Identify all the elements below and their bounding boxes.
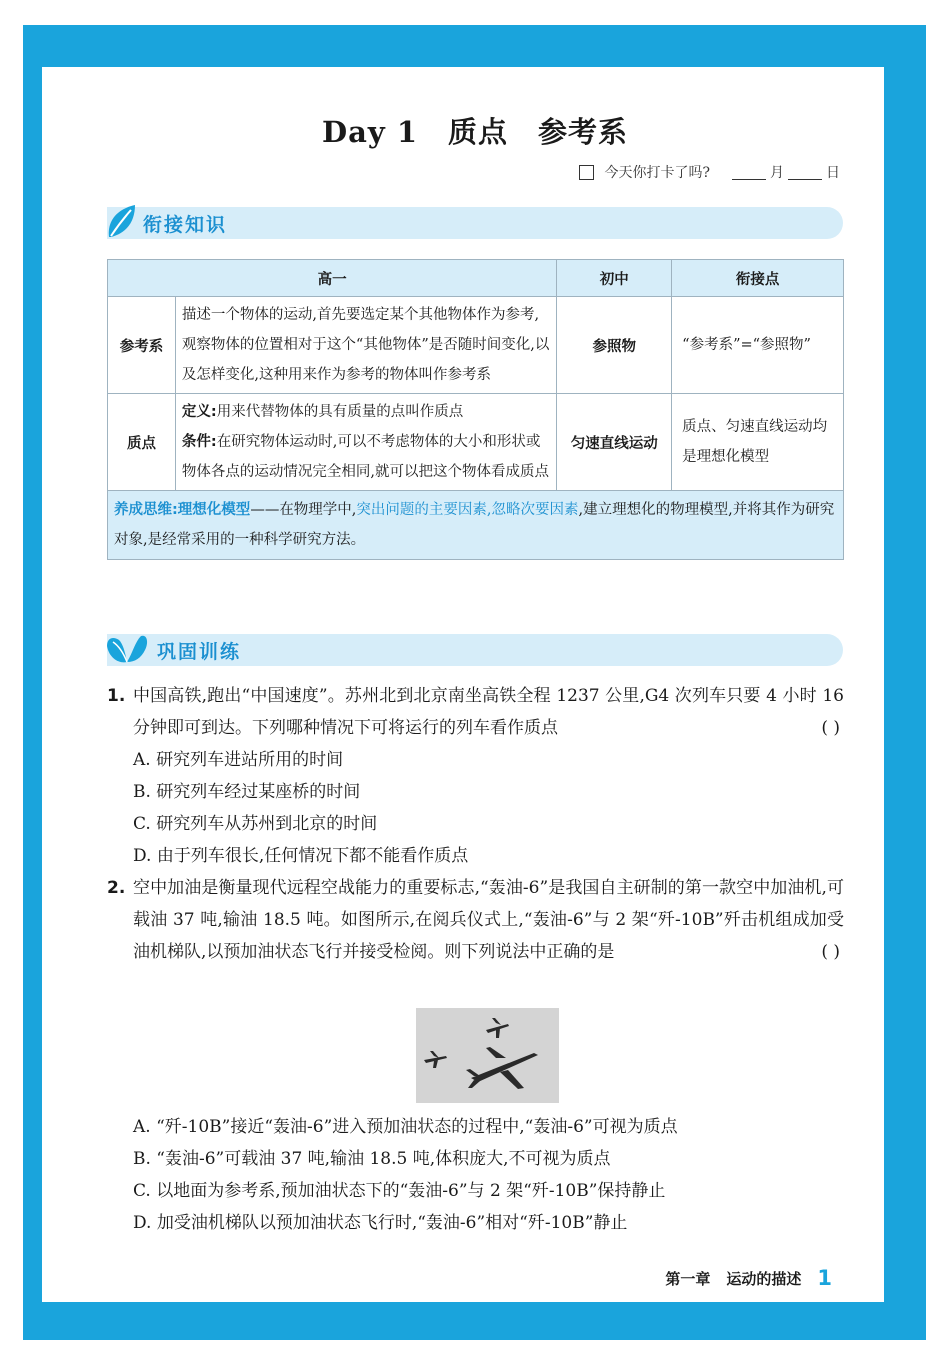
junior-content: 参照物	[557, 297, 672, 394]
option-d[interactable]: D. 加受油机梯队以预加油状态飞行时,“轰油-6”相对“歼-10B”静止	[133, 1213, 628, 1233]
table-row	[108, 297, 844, 394]
checkin-checkbox[interactable]	[579, 165, 594, 180]
butterfly-icon	[105, 630, 149, 668]
question-2-options	[107, 1111, 844, 1239]
col-header-junior: 初中	[557, 260, 672, 297]
chapter-number: 第一章	[665, 1269, 711, 1288]
page-frame-top	[23, 25, 926, 67]
definition-text: 用来代替物体的具有质量的点叫作质点	[216, 404, 464, 420]
row-label: 质点	[108, 394, 176, 491]
checkin-text: 今天你打卡了吗?	[604, 165, 710, 181]
title-topic-a: 质点	[448, 115, 509, 149]
page-title	[0, 110, 950, 151]
condition-text: 在研究物体运动时,可以不考虑物体的大小和形状或物体各点的运动情况完全相同,就可以把这个物体看成质点	[181, 434, 550, 480]
thinking-rest: ,建立理想化的物理模型,并将其作为研究对象,是经常采用的一种科学研究方法。	[114, 502, 835, 548]
option-b[interactable]: B. “轰油-6”可载油 37 吨,输油 18.5 吨,体积庞大,不可视为质点	[133, 1149, 611, 1169]
junior-content: 匀速直线运动	[557, 394, 672, 491]
thinking-label: 养成思维:理想化模型	[114, 502, 251, 518]
section-title-knowledge: 衔接知识	[143, 214, 228, 236]
day-blank[interactable]	[788, 165, 822, 180]
table-row	[108, 394, 844, 491]
question-1	[107, 680, 844, 872]
thinking-highlight-1: 突出问题的主要因素	[356, 502, 487, 518]
aircraft-formation-photo	[416, 1008, 559, 1103]
option-a[interactable]: A. “歼-10B”接近“轰油-6”进入预加油状态的过程中,“轰油-6”可视为质点	[133, 1117, 678, 1137]
leaf-icon	[105, 203, 139, 241]
knowledge-table	[107, 259, 844, 560]
option-b[interactable]: B. 研究列车经过某座桥的时间	[133, 782, 361, 802]
option-c[interactable]: C. 以地面为参考系,预加油状态下的“轰油-6”与 2 架“歼-10B”保持静止	[133, 1181, 666, 1201]
definition-label: 定义:	[181, 404, 217, 420]
col-header-link: 衔接点	[672, 260, 844, 297]
option-d[interactable]: D. 由于列车很长,任何情况下都不能看作质点	[133, 846, 469, 866]
answer-paren: ( )	[821, 942, 840, 962]
senior-content: 描述一个物体的运动,首先要选定某个其他物体作为参考,观察物体的位置相对于这个“其他物体”是否随时间变化,以及怎样变化,这种用来作为参考的物体叫作参考系	[175, 297, 556, 394]
question-stem	[107, 680, 844, 744]
link-content: “参考系”=“参照物”	[672, 297, 844, 394]
month-blank[interactable]	[732, 165, 766, 180]
senior-content	[175, 394, 556, 491]
condition-label: 条件:	[181, 434, 217, 450]
section-title-practice: 巩固训练	[157, 641, 242, 663]
section-header-practice	[107, 634, 843, 666]
day-label: 日	[826, 165, 840, 181]
month-label: 月	[770, 165, 784, 181]
thinking-row	[108, 491, 844, 560]
page-frame-left	[23, 25, 42, 1340]
page-frame-bottom	[23, 1302, 926, 1340]
chapter-title: 运动的描述	[726, 1269, 802, 1288]
title-day: Day 1	[321, 115, 419, 149]
row-label: 参考系	[108, 297, 176, 394]
question-2	[107, 872, 844, 968]
table-header-row	[108, 260, 844, 297]
answer-paren: ( )	[821, 718, 840, 738]
thinking-dash: ——在物理学中,	[250, 502, 357, 518]
question-stem-text: 中国高铁,跑出“中国速度”。苏州北到北京南坐高铁全程 1237 公里,G4 次列车只要 4 小时 16 分钟即可到达。下列哪种情况下可将运行的列车看作质点	[133, 686, 844, 738]
page-frame-right	[884, 25, 926, 1340]
question-number: 1.	[107, 686, 126, 706]
title-topic-b: 参考系	[538, 115, 629, 149]
col-header-senior: 高一	[108, 260, 557, 297]
question-stem-text: 空中加油是衡量现代远程空战能力的重要标志,“轰油-6”是我国自主研制的第一款空中加油机,可载油 37 吨,输油 18.5 吨。如图所示,在阅兵仪式上,“轰油-6”与 2 架“歼-10B”歼击机组成加受油机梯队,以预加油状态飞行并接受检阅。则下列说法中正确的是	[133, 878, 844, 962]
checkin-line	[579, 162, 840, 182]
question-stem	[107, 872, 844, 968]
option-a[interactable]: A. 研究列车进站所用的时间	[133, 750, 344, 770]
section-header-knowledge	[107, 207, 843, 239]
thinking-cell	[108, 491, 844, 560]
thinking-sep: ,	[486, 502, 492, 518]
thinking-highlight-2: 忽略次要因素	[491, 502, 579, 518]
link-content: 质点、匀速直线运动均是理想化模型	[672, 394, 844, 491]
page-footer	[665, 1266, 832, 1290]
page-number: 1	[817, 1266, 832, 1290]
question-number: 2.	[107, 878, 126, 898]
option-c[interactable]: C. 研究列车从苏州到北京的时间	[133, 814, 378, 834]
